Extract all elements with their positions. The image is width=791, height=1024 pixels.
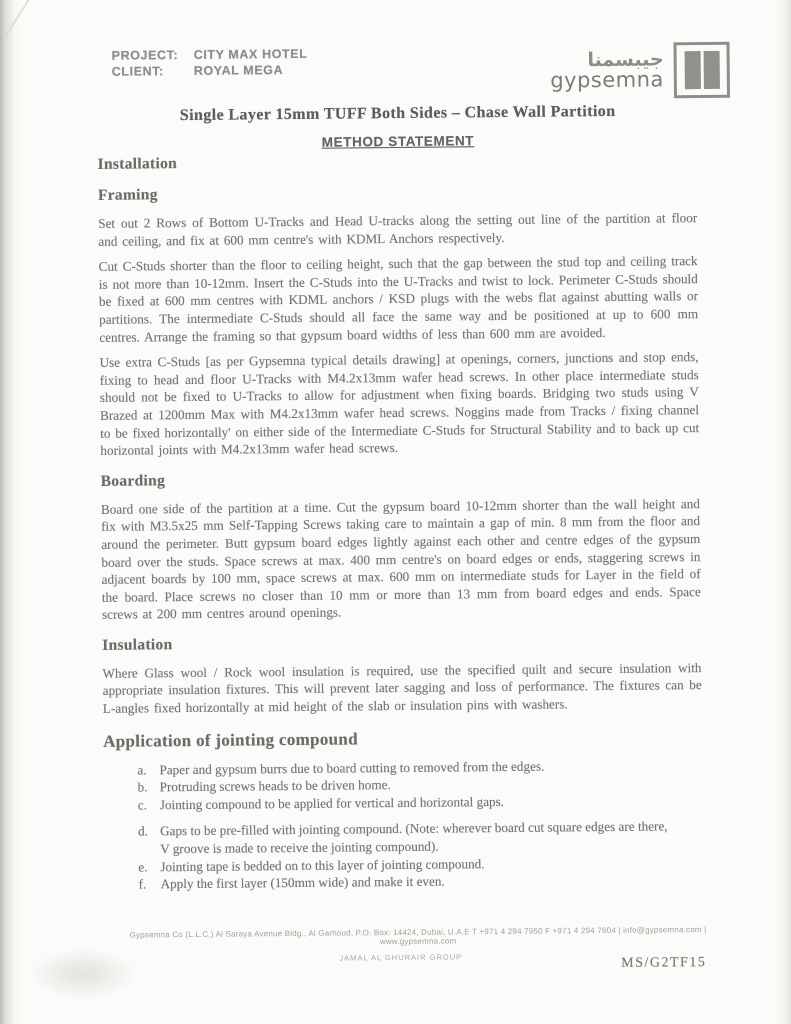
gypsemna-logo bbox=[550, 42, 730, 100]
gypsemna-logo-text bbox=[550, 50, 664, 91]
logo-bar-right bbox=[703, 51, 719, 89]
project-value: CITY MAX HOTEL bbox=[193, 46, 308, 62]
document-body bbox=[98, 149, 704, 894]
framing-paragraph-3: Use extra C-Studs [as per Gypsemna typical details drawing] at openings, corners, junctions and stop ends, fixing to head and floor U-Tracks with M4.2x13mm wafer head screws. In other place intermediate studs should not be fixed to U-Tracks to allow for adjustment when fixing boards. Bridging two studs using V Brazed at 1200mm Max with M4.2x13mm wafer head screws. Noggins made from Tracks / fixing channel to be fixed horizontally' on either side of the Intermediate C-Studs for Structural Stability and to back up cut horizontal joints with M4.2x13mm wafer head screws. bbox=[99, 349, 700, 458]
project-line bbox=[112, 46, 308, 64]
company-group-name: JAMAL AL GHURAIR GROUP bbox=[339, 952, 463, 963]
client-line bbox=[112, 62, 308, 80]
section-heading-framing: Framing bbox=[97, 186, 158, 204]
framing-paragraph-2: Cut C-Studs shorter than the floor to ceiling height, such that the gap between the stud top and ceiling track is not more than 10-12mm. Insert the C-Studs into the U-Tracks and twist to lock. Perimeter C-Studs should be fixed at 600 mm centres with KDML anchors / KSD plugs with the webs flat against abutting walls or partitions. The intermediate C-Studs should all face the same way and be positioned at up to 600 mm centres. Arrange the framing so that gypsum board widths of less than 600 mm are avoided. bbox=[98, 253, 699, 345]
list-text-d: Gaps to be pre-filled with jointing compound. (Note: wherever board cut square edges are there, V groove is made to receive the jointing compound). bbox=[159, 818, 668, 857]
scan-left-edge bbox=[0, 0, 22, 1024]
logo-latin-text: gypsemna bbox=[550, 67, 664, 93]
insulation-paragraph-1: Where Glass wool / Rock wool insulation is required, use the specified quilt and secure insulation with appropriate insulation fixtures. This will prevent later sagging and loss of performance. The fixtures can be L-angles fixed horizontally at mid height of the slab or insulation pins with washers. bbox=[102, 659, 702, 716]
list-text-a: Paper and gypsum burrs due to board cutting to removed from the edges. bbox=[159, 758, 545, 777]
section-heading-boarding: Boarding bbox=[100, 471, 166, 490]
project-label: PROJECT: bbox=[111, 48, 179, 63]
list-letter-b: b. bbox=[137, 779, 148, 795]
list-letter-d: d. bbox=[137, 823, 148, 839]
client-value: ROYAL MEGA bbox=[193, 63, 284, 78]
list-text-c: Jointing compound to be applied for vertical and horizontal gaps. bbox=[159, 793, 505, 813]
logo-bar-left bbox=[684, 51, 700, 89]
gypsemna-logo-icon bbox=[673, 42, 730, 99]
document-code: MS/G2TF15 bbox=[621, 955, 707, 971]
section-heading-installation: Installation bbox=[97, 155, 178, 173]
list-letter-e: e. bbox=[138, 859, 148, 875]
jointing-list-group-1 bbox=[137, 756, 702, 814]
jointing-list-group-2 bbox=[138, 818, 704, 894]
framing-paragraph-1: Set out 2 Rows of Bottom U-Tracks and Head U-tracks along the setting out line of the partition at floor and ceiling, and fix at 600 mm centre's with KDML Anchors respectively. bbox=[98, 210, 698, 249]
boarding-paragraph-1: Board one side of the partition at a time. Cut the gypsum board 10-12mm shorter than the wall height and fix with M3.5x25 mm Self-Tapping Screws taking care to maintain a gap of min. 8 mm from the floor and around the perimeter. Butt gypsum board edges lightly against each other and centre edges of the gypsum board over the studs. Space screws at max. 400 mm centre's on board edges or ends, staggering screws in adjacent boards by 100 mm, space screws at max. 600 mm on intermediate studs for Layer in the field of the board. Place screws no closer than 10 mm or more than 13 mm from board edges and ends. Space screws at 200 mm centres around openings. bbox=[100, 495, 701, 623]
scan-right-edge bbox=[777, 0, 791, 1024]
company-address: Gypsemna Co (L.L.C.) Al Saraya Avenue Bldg., Al Garhoud, P.O. Box: 14424, Dubai, U.A.E T +971 4 294 7950 F +971 4 294 7604 | info@gypsemna.com | www.gypsemna.com bbox=[129, 925, 707, 947]
list-text-f: Apply the first layer (150mm wide) and make it even. bbox=[160, 873, 445, 892]
document-header bbox=[112, 42, 731, 106]
section-heading-jointing-compound: Application of jointing compound bbox=[103, 729, 358, 751]
client-label: CLIENT: bbox=[111, 64, 164, 79]
list-text-e: Jointing tape is bedded on to this layer of jointing compound. bbox=[160, 855, 485, 874]
list-item-d bbox=[138, 818, 703, 859]
list-letter-a: a. bbox=[137, 762, 147, 778]
document-title: Single Layer 15mm TUFF Both Sides – Chase Wall Partition bbox=[179, 102, 616, 125]
section-heading-insulation: Insulation bbox=[102, 636, 173, 654]
list-text-b: Protruding screws heads to be driven home. bbox=[159, 777, 391, 795]
method-statement-heading: METHOD STATEMENT bbox=[321, 133, 475, 150]
list-letter-c: c. bbox=[137, 797, 148, 813]
scan-smudge bbox=[28, 948, 138, 1000]
logo-arabic-text: جيبسمنا bbox=[587, 48, 664, 72]
project-client-stamp bbox=[112, 46, 308, 80]
list-letter-f: f. bbox=[138, 876, 147, 892]
